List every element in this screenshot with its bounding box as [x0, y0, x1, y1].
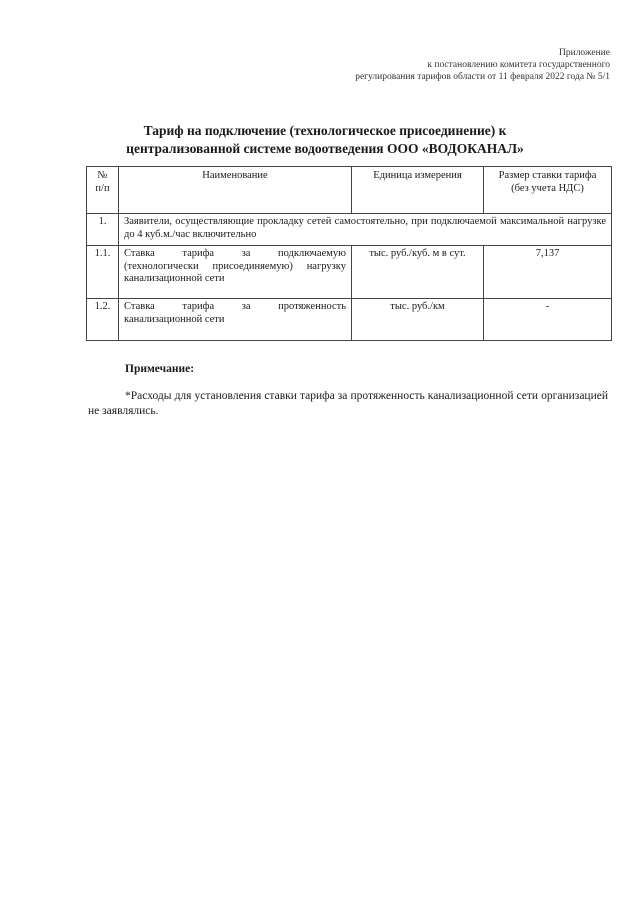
- row-name: Заявители, осуществляющие прокладку сетей самостоятельно, при подключаемой максимальной нагрузке до 4 куб.м./час включительно: [119, 214, 612, 246]
- header-unit: Единица измерения: [352, 167, 484, 214]
- table-header-row: [87, 167, 612, 214]
- row-name: Ставка тарифа за подключаемую (технологически присоединяемую) нагрузку канализационной сети: [119, 246, 352, 299]
- row-num: 1.: [87, 214, 119, 246]
- approval-note-line: к постановлению комитета государственного: [427, 60, 610, 70]
- approval-note-line: регулирования тарифов области от 11 февраля 2022 года № 5/1: [355, 72, 610, 82]
- document-title-line: Тариф на подключение (технологическое присоединение) к: [143, 123, 507, 138]
- header-name: Наименование: [119, 167, 352, 214]
- row-value: 7,137: [484, 246, 612, 299]
- document-title-line: централизованной системе водоотведения ООО «ВОДОКАНАЛ»: [126, 141, 524, 156]
- document-title: [60, 122, 590, 158]
- header-value: Размер ставки тарифа (без учета НДС): [484, 167, 612, 214]
- header-num: № п/п: [87, 167, 119, 214]
- row-unit: тыс. руб./км: [352, 299, 484, 341]
- tariff-table: [86, 166, 612, 341]
- table-row: [87, 246, 612, 299]
- note-heading: Примечание:: [125, 363, 195, 375]
- note-text: *Расходы для установления ставки тарифа за протяженность канализационной сети организацией не заявлялись.: [88, 390, 608, 417]
- table-row: [87, 299, 612, 341]
- table-row: [87, 214, 612, 246]
- row-unit: тыс. руб./куб. м в сут.: [352, 246, 484, 299]
- approval-note-line: Приложение: [559, 48, 610, 58]
- row-name: Ставка тарифа за протяженность канализационной сети: [119, 299, 352, 341]
- row-value: -: [484, 299, 612, 341]
- row-num: 1.1.: [87, 246, 119, 299]
- row-num: 1.2.: [87, 299, 119, 341]
- approval-note: [280, 47, 610, 83]
